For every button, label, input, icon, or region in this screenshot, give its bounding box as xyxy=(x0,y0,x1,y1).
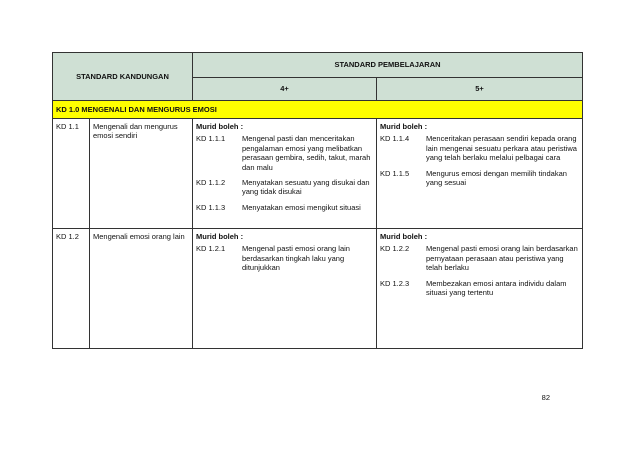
murid-boleh-heading: Murid boleh : xyxy=(380,232,428,241)
section-title-row xyxy=(53,101,583,119)
section-title: KD 1.0 MENGENALI DAN MENGURUS EMOSI xyxy=(53,101,583,119)
kd-code: KD 1.2 xyxy=(53,229,90,349)
item-text: Mengenal pasti emosi orang lain berdasarkan tingkah laku yang ditunjukkan xyxy=(242,244,350,273)
list-item xyxy=(196,203,373,212)
item-code: KD 1.1.2 xyxy=(196,178,226,188)
murid-boleh-heading: Murid boleh : xyxy=(196,232,244,241)
item-code: KD 1.1.3 xyxy=(196,202,226,212)
list-item xyxy=(380,169,579,188)
item-code: KD 1.2.2 xyxy=(380,244,410,254)
item-text: Menyatakan emosi mengikut situasi xyxy=(242,202,361,212)
item-text: Menceritakan perasaan sendiri kepada orang lain mengenai sesuatu perkara atau peristiwa yang telah berlaku melalui pelbagai cara xyxy=(426,134,577,163)
learning-standard-5plus xyxy=(377,119,583,229)
header-row-top xyxy=(53,53,583,78)
header-col-5plus: 5+ xyxy=(377,78,583,101)
header-col-4plus: 4+ xyxy=(193,78,377,101)
murid-boleh-heading: Murid boleh : xyxy=(196,122,244,131)
item-code: KD 1.1.5 xyxy=(380,168,410,178)
item-text: Mengenal pasti emosi orang lain berdasarkan pernyataan perasaan atau peristiwa yang telah berlaku xyxy=(426,244,578,273)
table-row xyxy=(53,119,583,229)
list-item xyxy=(196,178,373,197)
learning-standard-4plus xyxy=(193,229,377,349)
learning-standard-4plus xyxy=(193,119,377,229)
header-standard-kandungan: STANDARD KANDUNGAN xyxy=(53,53,193,101)
list-item xyxy=(196,244,373,272)
list-item xyxy=(380,244,579,272)
item-code: KD 1.2.1 xyxy=(196,244,226,254)
curriculum-table xyxy=(52,52,583,349)
item-text: Mengurus emosi dengan memilih tindakan yang sesuai xyxy=(426,168,567,188)
murid-boleh-heading: Murid boleh : xyxy=(380,122,428,131)
item-code: KD 1.1.4 xyxy=(380,134,410,144)
kd-description: Mengenali emosi orang lain xyxy=(90,229,193,349)
item-text: Membezakan emosi antara individu dalam situasi yang tertentu xyxy=(426,278,567,298)
item-text: Menyatakan sesuatu yang disukai dan yang tidak disukai xyxy=(242,178,370,197)
list-item xyxy=(196,134,373,172)
item-code: KD 1.2.3 xyxy=(380,278,410,288)
item-code: KD 1.1.1 xyxy=(196,134,226,144)
kd-description: Mengenali dan mengurus emosi sendiri xyxy=(90,119,193,229)
list-item xyxy=(380,279,579,298)
kd-code: KD 1.1 xyxy=(53,119,90,229)
page-number: 82 xyxy=(541,393,550,402)
learning-standard-5plus xyxy=(377,229,583,349)
header-standard-pembelajaran: STANDARD PEMBELAJARAN xyxy=(193,53,583,78)
item-text: Mengenal pasti dan menceritakan pengalaman emosi yang melibatkan perasaan gembira, sedih, takut, marah dan malu xyxy=(242,134,371,172)
list-item xyxy=(380,134,579,162)
table-row xyxy=(53,229,583,349)
